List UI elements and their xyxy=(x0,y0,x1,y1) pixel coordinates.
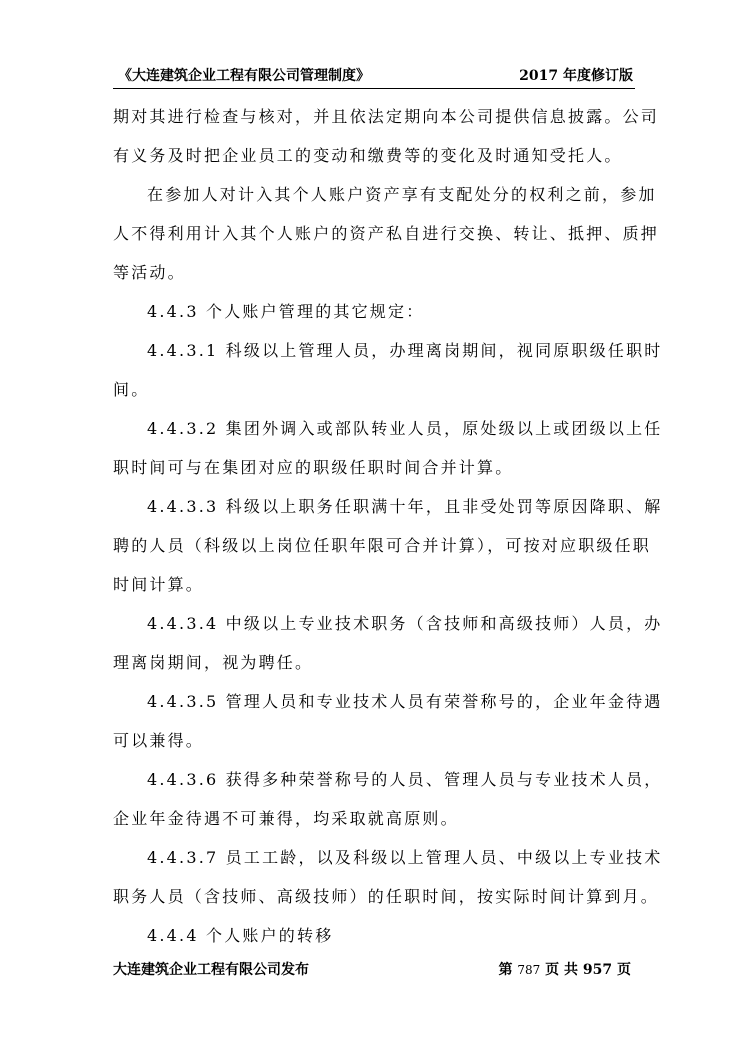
page-footer xyxy=(113,958,635,982)
header-title: 《大连建筑企业工程有限公司管理制度》 xyxy=(118,68,370,84)
body-line: 4.4.3.7 员工工龄，以及科级以上管理人员、中级以上专业技术 xyxy=(147,848,663,867)
body-line: 理离岗期间，视为聘任。 xyxy=(113,653,314,672)
page-header xyxy=(113,64,635,89)
body-line: 4.4.3.6 获得多种荣誉称号的人员、管理人员与专业技术人员， xyxy=(147,770,663,789)
body-line: 等活动。 xyxy=(113,263,186,282)
body-line: 4.4.3.5 管理人员和专业技术人员有荣誉称号的，企业年金待遇 xyxy=(147,692,663,711)
body-line: 在参加人对计入其个人账户资产享有支配处分的权利之前，参加 xyxy=(147,185,657,204)
body-line: 可以兼得。 xyxy=(113,731,205,750)
body-line: 职务人员（含技师、高级技师）的任职时间，按实际时间计算到月。 xyxy=(113,887,660,906)
body-line: 职时间可与在集团对应的职级任职时间合并计算。 xyxy=(113,458,514,477)
page-number-total: 957 xyxy=(582,962,613,978)
body-line: 聘的人员（科级以上岗位任职年限可合并计算），可按对应职级任职 xyxy=(113,536,652,555)
body-line: 间。 xyxy=(113,380,150,399)
body-line: 4.4.3.4 中级以上专业技术职务（含技师和高级技师）人员，办 xyxy=(147,614,663,633)
page-number-current: 787 xyxy=(517,963,541,977)
page-number-prefix: 第 xyxy=(498,962,513,978)
body-line: 4.4.3.2 集团外调入或部队转业人员，原处级以上或团级以上任 xyxy=(147,419,663,438)
section-heading-4-4-3: 4.4.3 个人账户管理的其它规定： xyxy=(147,302,425,321)
section-heading-4-4-4: 4.4.4 个人账户的转移 xyxy=(147,926,334,945)
body-line: 有义务及时把企业员工的变动和缴费等的变化及时通知受托人。 xyxy=(113,146,623,165)
page-number-mid: 页 共 xyxy=(545,962,579,978)
body-line: 4.4.3.3 科级以上职务任职满十年，且非受处罚等原因降职、解 xyxy=(147,497,663,516)
document-body xyxy=(113,97,663,955)
page-number xyxy=(498,958,631,982)
header-edition: 2017 年度修订版 xyxy=(519,68,633,84)
body-line: 期对其进行检查与核对，并且依法定期向本公司提供信息披露。公司 xyxy=(113,107,660,126)
body-line: 企业年金待遇不可兼得，均采取就高原则。 xyxy=(113,809,459,828)
body-line: 时间计算。 xyxy=(113,575,205,594)
page-number-suffix: 页 xyxy=(617,962,631,978)
footer-publisher: 大连建筑企业工程有限公司发布 xyxy=(113,962,309,978)
body-line: 4.4.3.1 科级以上管理人员，办理离岗期间，视同原职级任职时 xyxy=(147,341,663,360)
body-line: 人不得利用计入其个人账户的资产私自进行交换、转让、抵押、质押 xyxy=(113,224,660,243)
